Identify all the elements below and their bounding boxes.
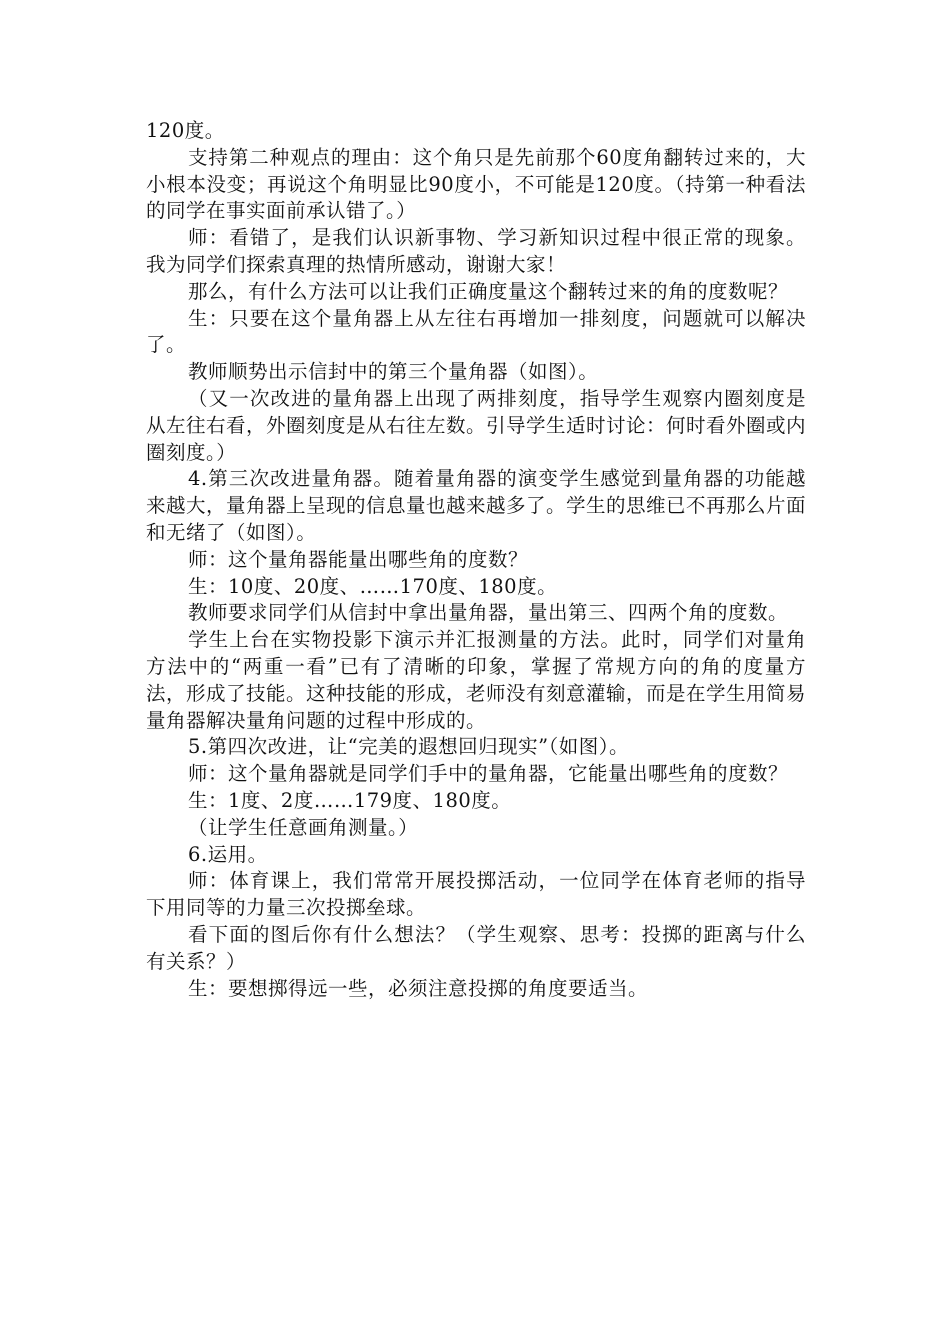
paragraph-19: 看下面的图后你有什么想法？（学生观察、思考：投掷的距离与什么有关系？）	[146, 922, 806, 973]
paragraph-18: 师：体育课上，我们常常开展投掷活动，一位同学在体育老师的指导下用同等的力量三次投掷垒球。	[146, 869, 806, 920]
paragraph-8: 4.第三次改进量角器。随着量角器的演变学生感觉到量角器的功能越来越大，量角器上呈现的信息量也越来越多了。学生的思维已不再那么片面和无绪了（如图）。	[146, 467, 807, 544]
paragraph-20: 生：要想掷得远一些，必须注意投掷的角度要适当。	[188, 976, 649, 1000]
paragraph-14: 师：这个量角器就是同学们手中的量角器，它能量出哪些角的度数？	[188, 762, 789, 786]
document-body	[146, 118, 806, 1002]
paragraph-12: 学生上台在实物投影下演示并汇报测量的方法。此时，同学们对量角方法中的“两重一看”已有了清晰的印象，掌握了常规方向的角的度量方法，形成了技能。这种技能的形成，老师没有刻意灌输，而是在学生用简易量角器解决量角问题的过程中形成的。	[146, 628, 807, 732]
paragraph-11: 教师要求同学们从信封中拿出量角器，量出第三、四两个角的度数。	[188, 601, 789, 625]
paragraph-2: 支持第二种观点的理由：这个角只是先前那个60度角翻转过来的，大小根本没变；再说这个角明显比90度小，不可能是120度。（持第一种看法的同学在事实面前承认错了。）	[146, 145, 806, 223]
paragraph-9: 师：这个量角器能量出哪些角的度数？	[188, 547, 529, 571]
paragraph-16: （让学生任意画角测量。）	[188, 815, 419, 839]
paragraph-17: 6.运用。	[188, 842, 268, 866]
paragraph-10: 生：10度、20度、……170度、180度。	[188, 574, 558, 598]
paragraph-6: 教师顺势出示信封中的第三个量角器（如图）。	[188, 360, 599, 384]
paragraph-4: 那么，有什么方法可以让我们正确度量这个翻转过来的角的度数呢？	[188, 279, 789, 303]
paragraph-7: （又一次改进的量角器上出现了两排刻度，指导学生观察内圈刻度是从左往右看，外圈刻度是从右往左数。引导学生适时讨论：何时看外圈或内圈刻度。）	[146, 386, 807, 464]
paragraph-3: 师：看错了，是我们认识新事物、学习新知识过程中很正常的现象。我为同学们探索真理的热情所感动，谢谢大家！	[146, 226, 806, 276]
paragraph-15: 生：1度、2度……179度、180度。	[188, 788, 512, 812]
paragraph-1: 120度。	[146, 119, 225, 142]
paragraph-13: 5.第四次改进，让“完美的遐想回归现实”（如图）。	[188, 735, 630, 759]
paragraph-5: 生：只要在这个量角器上从左往右再增加一排刻度，问题就可以解决了。	[146, 306, 806, 357]
